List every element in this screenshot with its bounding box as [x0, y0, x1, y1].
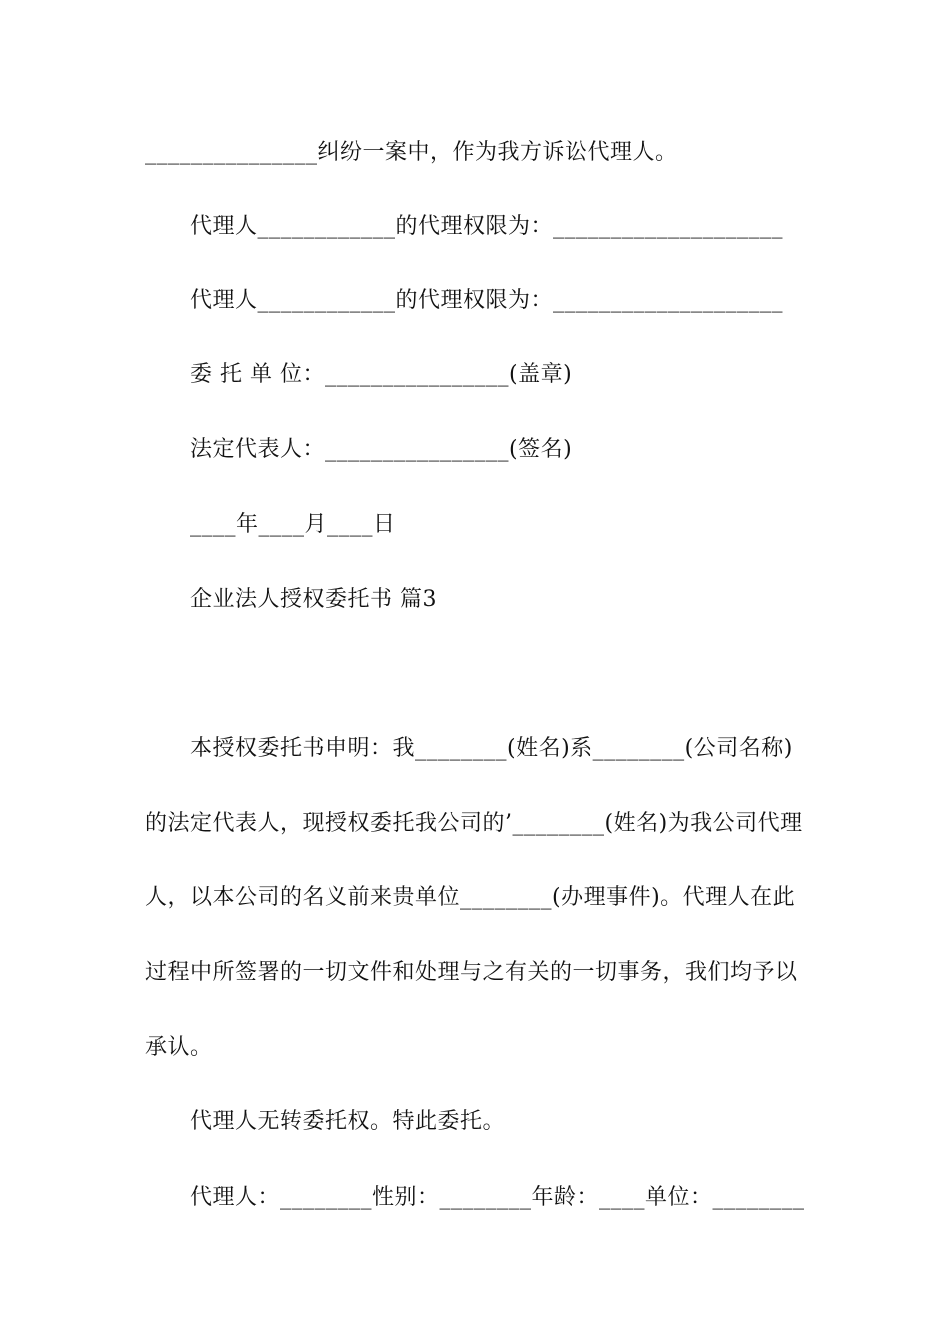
text-line: 法定代表人：________________(签名) — [190, 437, 573, 462]
text-line: 委 托 单 位：________________(盖章) — [190, 362, 573, 387]
paragraph-line: 的法定代表人，现授权委托我公司的’________(姓名)为我公司代理 — [145, 811, 803, 836]
paragraph-line: 过程中所签署的一切文件和处理与之有关的一切事务，我们均予以 — [145, 960, 798, 985]
paragraph-line: 代理人无转委托权。特此委托。 — [190, 1109, 506, 1134]
paragraph-line: 人，以本公司的名义前来贵单位________(办理事件)。代理人在此 — [145, 885, 796, 910]
paragraph-line: 承认。 — [145, 1035, 213, 1060]
text-line: _______________纠纷一案中，作为我方诉讼代理人。 — [145, 140, 678, 165]
text-line: 代理人____________的代理权限为：____________________ — [190, 214, 784, 239]
date-line: ____年____月____日 — [190, 512, 396, 537]
paragraph-line: 本授权委托书申明：我________(姓名)系________(公司名称) — [190, 736, 793, 761]
form-line: 代理人：________性别：________年龄：____单位：________ — [190, 1185, 805, 1210]
section-heading: 企业法人授权委托书 篇3 — [190, 587, 437, 612]
text-line: 代理人____________的代理权限为：____________________ — [190, 288, 784, 313]
